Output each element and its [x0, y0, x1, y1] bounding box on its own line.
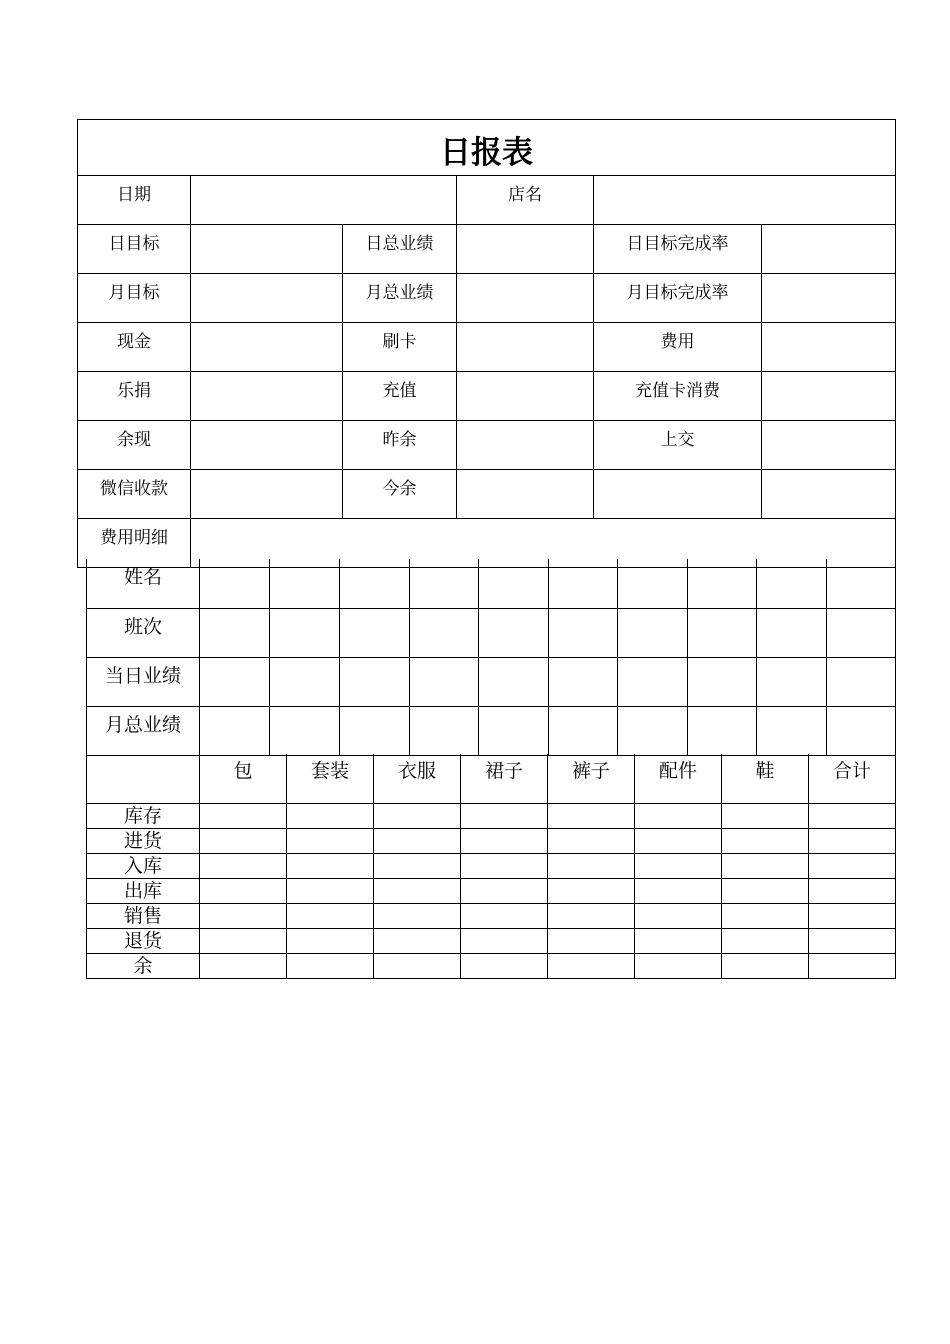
staff-cell[interactable] [270, 657, 340, 706]
inventory-cell[interactable] [809, 903, 896, 928]
daily-target-label: 日目标 [78, 225, 191, 274]
staff-cell[interactable] [340, 706, 410, 755]
inventory-cell[interactable] [461, 828, 548, 853]
cash-field[interactable] [191, 323, 343, 372]
inventory-table [86, 754, 896, 979]
monthly-target-label: 月目标 [78, 274, 191, 323]
wechat-field[interactable] [191, 470, 343, 519]
date-field[interactable] [191, 176, 457, 225]
blank-cell[interactable] [762, 470, 896, 519]
staff-row-label: 当日业绩 [87, 657, 200, 706]
inventory-row-label: 入库 [87, 853, 200, 878]
inventory-cell[interactable] [200, 853, 287, 878]
inventory-cell[interactable] [635, 853, 722, 878]
inventory-cell[interactable] [287, 928, 374, 953]
inventory-cell[interactable] [374, 903, 461, 928]
inventory-cell[interactable] [722, 928, 809, 953]
inventory-cell[interactable] [809, 953, 896, 978]
staff-cell[interactable] [200, 608, 270, 657]
inventory-cell[interactable] [461, 928, 548, 953]
summary-table [77, 119, 896, 568]
inventory-cell[interactable] [200, 878, 287, 903]
date-label: 日期 [78, 176, 191, 225]
staff-table [86, 559, 896, 756]
inventory-row-label: 销售 [87, 903, 200, 928]
inventory-cell[interactable] [200, 828, 287, 853]
staff-cell[interactable] [410, 608, 479, 657]
staff-cell[interactable] [618, 706, 688, 755]
card-label: 刷卡 [343, 323, 457, 372]
today-field[interactable] [457, 470, 594, 519]
staff-cell[interactable] [757, 657, 827, 706]
inventory-cell[interactable] [809, 828, 896, 853]
staff-cell[interactable] [410, 657, 479, 706]
staff-cell[interactable] [410, 559, 479, 608]
staff-cell[interactable] [200, 657, 270, 706]
daily-rate-field[interactable] [762, 225, 896, 274]
inventory-row-label: 退货 [87, 928, 200, 953]
staff-cell[interactable] [410, 706, 479, 755]
inventory-cell[interactable] [722, 853, 809, 878]
inventory-cell[interactable] [374, 878, 461, 903]
inventory-cell[interactable] [374, 853, 461, 878]
staff-cell[interactable] [270, 706, 340, 755]
staff-cell[interactable] [757, 706, 827, 755]
staff-cell[interactable] [479, 608, 549, 657]
monthly-total-label: 月总业绩 [343, 274, 457, 323]
staff-cell[interactable] [479, 657, 549, 706]
staff-cell[interactable] [688, 657, 757, 706]
monthly-rate-field[interactable] [762, 274, 896, 323]
daily-total-label: 日总业绩 [343, 225, 457, 274]
staff-cell[interactable] [827, 559, 896, 608]
inventory-cell[interactable] [287, 803, 374, 828]
today-label: 今余 [343, 470, 457, 519]
staff-cell[interactable] [688, 706, 757, 755]
staff-cell[interactable] [479, 559, 549, 608]
inventory-cell[interactable] [548, 878, 635, 903]
inventory-cell[interactable] [635, 828, 722, 853]
inventory-cell[interactable] [635, 878, 722, 903]
inventory-cell[interactable] [287, 953, 374, 978]
inventory-cell[interactable] [635, 928, 722, 953]
remaining-cash-field[interactable] [191, 421, 343, 470]
inventory-cell[interactable] [548, 828, 635, 853]
staff-cell[interactable] [200, 559, 270, 608]
inventory-cell[interactable] [548, 928, 635, 953]
staff-row-label: 班次 [87, 608, 200, 657]
inventory-cell[interactable] [809, 878, 896, 903]
inventory-cell[interactable] [635, 803, 722, 828]
staff-cell[interactable] [549, 706, 618, 755]
staff-cell[interactable] [549, 559, 618, 608]
staff-cell[interactable] [270, 608, 340, 657]
inventory-col-header: 套装 [287, 754, 374, 803]
inventory-cell[interactable] [200, 903, 287, 928]
expense-detail-label: 费用明细 [78, 519, 191, 568]
inventory-cell[interactable] [200, 928, 287, 953]
inventory-cell[interactable] [548, 953, 635, 978]
handover-label: 上交 [594, 421, 762, 470]
inventory-col-header: 包 [200, 754, 287, 803]
staff-cell[interactable] [340, 608, 410, 657]
staff-cell[interactable] [688, 608, 757, 657]
inventory-cell[interactable] [200, 803, 287, 828]
inventory-cell[interactable] [548, 803, 635, 828]
inventory-col-header: 裙子 [461, 754, 548, 803]
topup-spend-field[interactable] [762, 372, 896, 421]
inventory-cell[interactable] [809, 928, 896, 953]
staff-cell[interactable] [340, 559, 410, 608]
staff-cell[interactable] [688, 559, 757, 608]
store-field[interactable] [594, 176, 896, 225]
inventory-cell[interactable] [809, 853, 896, 878]
remaining-cash-label: 余现 [78, 421, 191, 470]
inventory-cell[interactable] [287, 878, 374, 903]
topup-field[interactable] [457, 372, 594, 421]
inventory-cell[interactable] [722, 803, 809, 828]
monthly-total-field[interactable] [457, 274, 594, 323]
inventory-row-label: 库存 [87, 803, 200, 828]
topup-spend-label: 充值卡消费 [594, 372, 762, 421]
store-label: 店名 [457, 176, 594, 225]
staff-cell[interactable] [757, 608, 827, 657]
inventory-col-header: 鞋 [722, 754, 809, 803]
inventory-cell[interactable] [722, 903, 809, 928]
inventory-cell[interactable] [461, 878, 548, 903]
staff-cell[interactable] [549, 608, 618, 657]
staff-cell[interactable] [827, 657, 896, 706]
staff-cell[interactable] [827, 608, 896, 657]
inventory-cell[interactable] [287, 853, 374, 878]
wechat-label: 微信收款 [78, 470, 191, 519]
staff-row-label: 月总业绩 [87, 706, 200, 755]
blank-cell[interactable] [594, 470, 762, 519]
staff-cell[interactable] [270, 559, 340, 608]
inventory-corner [87, 754, 200, 803]
staff-row-label: 姓名 [87, 559, 200, 608]
inventory-row-label: 进货 [87, 828, 200, 853]
staff-cell[interactable] [618, 608, 688, 657]
inventory-cell[interactable] [374, 828, 461, 853]
staff-cell[interactable] [200, 706, 270, 755]
cash-label: 现金 [78, 323, 191, 372]
staff-cell[interactable] [618, 657, 688, 706]
inventory-col-header: 配件 [635, 754, 722, 803]
daily-total-field[interactable] [457, 225, 594, 274]
inventory-cell[interactable] [374, 928, 461, 953]
inventory-cell[interactable] [635, 953, 722, 978]
inventory-cell[interactable] [200, 953, 287, 978]
inventory-col-header: 合计 [809, 754, 896, 803]
inventory-cell[interactable] [374, 803, 461, 828]
monthly-rate-label: 月目标完成率 [594, 274, 762, 323]
inventory-cell[interactable] [635, 903, 722, 928]
inventory-row-label: 余 [87, 953, 200, 978]
inventory-cell[interactable] [374, 953, 461, 978]
monthly-target-field[interactable] [191, 274, 343, 323]
page-title: 日报表 [78, 120, 896, 176]
staff-cell[interactable] [340, 657, 410, 706]
daily-target-field[interactable] [191, 225, 343, 274]
inventory-row-label: 出库 [87, 878, 200, 903]
inventory-cell[interactable] [722, 828, 809, 853]
inventory-cell[interactable] [461, 803, 548, 828]
expense-label: 费用 [594, 323, 762, 372]
handover-field[interactable] [762, 421, 896, 470]
card-field[interactable] [457, 323, 594, 372]
donation-label: 乐捐 [78, 372, 191, 421]
staff-cell[interactable] [827, 706, 896, 755]
staff-cell[interactable] [618, 559, 688, 608]
staff-cell[interactable] [479, 706, 549, 755]
inventory-cell[interactable] [548, 853, 635, 878]
inventory-cell[interactable] [809, 803, 896, 828]
yesterday-label: 昨余 [343, 421, 457, 470]
staff-cell[interactable] [757, 559, 827, 608]
inventory-cell[interactable] [461, 853, 548, 878]
inventory-col-header: 衣服 [374, 754, 461, 803]
donation-field[interactable] [191, 372, 343, 421]
topup-label: 充值 [343, 372, 457, 421]
inventory-cell[interactable] [461, 903, 548, 928]
daily-rate-label: 日目标完成率 [594, 225, 762, 274]
inventory-cell[interactable] [287, 828, 374, 853]
inventory-cell[interactable] [722, 953, 809, 978]
inventory-col-header: 裤子 [548, 754, 635, 803]
expense-field[interactable] [762, 323, 896, 372]
yesterday-field[interactable] [457, 421, 594, 470]
inventory-cell[interactable] [722, 878, 809, 903]
inventory-cell[interactable] [461, 953, 548, 978]
staff-cell[interactable] [549, 657, 618, 706]
inventory-cell[interactable] [548, 903, 635, 928]
inventory-cell[interactable] [287, 903, 374, 928]
